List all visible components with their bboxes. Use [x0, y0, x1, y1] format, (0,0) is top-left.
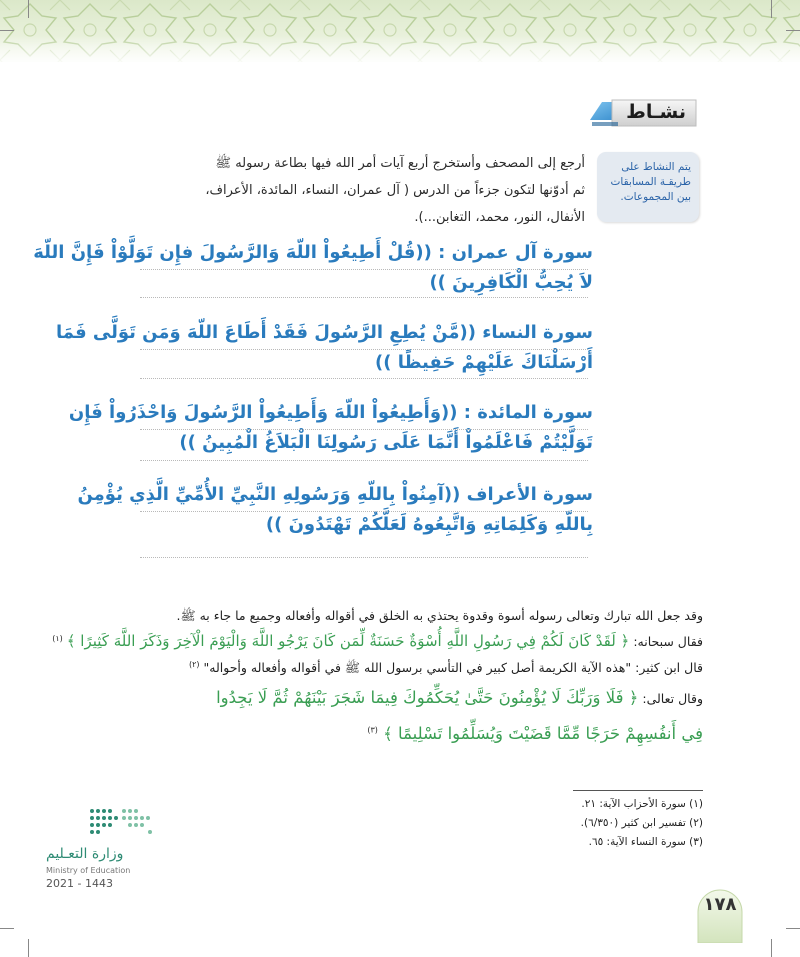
instruction-line: أرجع إلى المصحف وأستخرج أربع آيات أمر الله فيها بطاعة رسوله ﷺ — [215, 156, 585, 171]
activity-instructions — [140, 150, 585, 231]
answer-line: تَوَلَّيْتُمْ فَاعْلَمُواْ أَنَّمَا عَلَى رَسُولِنَا الْبَلاَغُ الْمُبِينُ )) — [179, 432, 593, 453]
answer-al-imran — [33, 238, 593, 298]
writing-line — [140, 349, 588, 350]
crop-mark — [786, 30, 800, 31]
answer-line: سورة المائدة : ((وَأَطِيعُواْ اللّهَ وَأَطِيعُواْ الرَّسُولَ وَاحْذَرُواْ فَإِن — [68, 402, 593, 423]
answer-line: سورة الأعراف ((آمِنُواْ بِاللّهِ وَرَسُولِهِ النَّبِيِّ الأُمِّيِّ الَّذِي يُؤْمِنُ — [77, 484, 593, 505]
note-line: طريقـة المسابقات — [610, 176, 691, 188]
note-line: بين المجموعات. — [620, 191, 691, 203]
verse-line — [130, 724, 703, 743]
answer-line: بِاللّهِ وَكَلِمَاتِهِ وَاتَّبِعُوهُ لَعَلَّكُمْ تَهْتَدُونَ )) — [265, 514, 593, 535]
crop-mark — [786, 928, 800, 929]
intro-text: وقد جعل الله تبارك وتعالى رسوله أسوة وقدوة يحتذي به الخلق في أقواله وأفعاله وجميع ما جاء به ﷺ. — [176, 608, 703, 623]
footnote: (٣) سورة النساء الآية: ٦٥. — [588, 836, 703, 848]
answer-line: سورة النساء ((مَّنْ يُطِعِ الرَّسُولَ فَقَدْ أَطَاعَ اللّهَ وَمَن تَوَلَّى فَمَا — [56, 322, 593, 343]
answer-an-nisa — [56, 318, 593, 378]
answer-line: سورة آل عمران : ((قُلْ أَطِيعُواْ اللّهَ وَالرَّسُولَ فإِن تَوَلَّوْاْ فَإِنَّ اللّهَ — [33, 242, 593, 263]
quote-end: " — [203, 660, 210, 676]
header-banner — [0, 0, 800, 62]
instruction-line: الأنفال، النور، محمد، التغابن...). — [414, 210, 585, 225]
footnote-ref: (٢) — [188, 660, 200, 669]
verse-lead: وقال تعالى: — [642, 691, 703, 706]
verse-line — [52, 632, 703, 650]
footnote: (٢) تفسير ابن كثير (٦/٣٥٠). — [580, 817, 703, 829]
crop-mark — [0, 928, 14, 929]
writing-line — [140, 297, 588, 298]
verse-lead: فقال سبحانه: — [633, 634, 703, 649]
quote-text: هذه الآية الكريمة أصل كبير في التأسي برسول الله ﷺ في أقواله وأفعاله وأحواله — [209, 660, 626, 676]
answer-al-araf — [77, 480, 593, 540]
writing-line — [140, 511, 588, 512]
writing-line — [140, 269, 588, 270]
page-number: ١٧٨ — [703, 894, 737, 915]
crop-mark — [771, 0, 772, 18]
footnote-ref: (١) — [52, 633, 63, 643]
writing-line — [140, 378, 588, 379]
activity-heading — [588, 98, 700, 130]
ministry-name-ar: وزارة التعـليم — [46, 846, 124, 862]
answer-al-maidah — [68, 398, 593, 458]
side-note — [597, 152, 699, 222]
answer-line: أَرْسَلْنَاكَ عَلَيْهِمْ حَفِيظًا )) — [375, 352, 593, 373]
instruction-line: ثم أدوّنها لتكون جزءاً من الدرس ( آل عمران، النساء، المائدة، الأعراف، — [205, 183, 585, 198]
footnote-ref: (٣) — [367, 725, 378, 735]
writing-line — [140, 429, 588, 430]
crop-mark — [28, 939, 29, 957]
activity-title: نشـاط — [626, 101, 686, 123]
ministry-name-en: Ministry of Education — [46, 866, 131, 875]
ministry-logo-icon — [88, 806, 158, 836]
crop-mark — [28, 0, 29, 18]
quote-lead: قال ابن كثير: " — [625, 660, 703, 676]
quran-verse: ﴿ فَلَا وَرَبِّكَ لَا يُؤْمِنُونَ حَتَّىٰ يُحَكِّمُوكَ فِيمَا شَجَرَ بَيْنَهُمْ ثُمَّ لَا يَجِدُوا — [216, 688, 639, 707]
crop-mark — [0, 30, 14, 31]
note-line: يتم النشاط على — [621, 161, 691, 173]
verse-line — [130, 688, 703, 707]
quote-line — [130, 660, 703, 679]
ministry-year: 2021 - 1443 — [46, 877, 113, 890]
crop-mark — [771, 939, 772, 957]
footnote: (١) سورة الأحزاب الآية: ٢١. — [581, 798, 703, 810]
footnote-divider — [573, 790, 703, 791]
quran-verse: ﴿ لَقَدْ كَانَ لَكُمْ فِي رَسُولِ اللَّهِ أُسْوَةٌ حَسَنَةٌ لِّمَن كَانَ يَرْجُو اللَّهَ وَالْيَوْمَ الْآخِرَ وَذَكَرَ اللَّهَ كَثِيرًا ﴾ — [66, 632, 630, 650]
quran-verse: فِي أَنفُسِهِمْ حَرَجًا مِّمَّا قَضَيْتَ وَيُسَلِّمُوا تَسْلِيمًا ﴾ — [383, 724, 703, 743]
writing-line — [140, 557, 588, 558]
writing-line — [140, 460, 588, 461]
body-paragraph — [130, 608, 703, 627]
answer-line: لاَ يُحِبُّ الْكَافِرِينَ )) — [429, 272, 593, 293]
